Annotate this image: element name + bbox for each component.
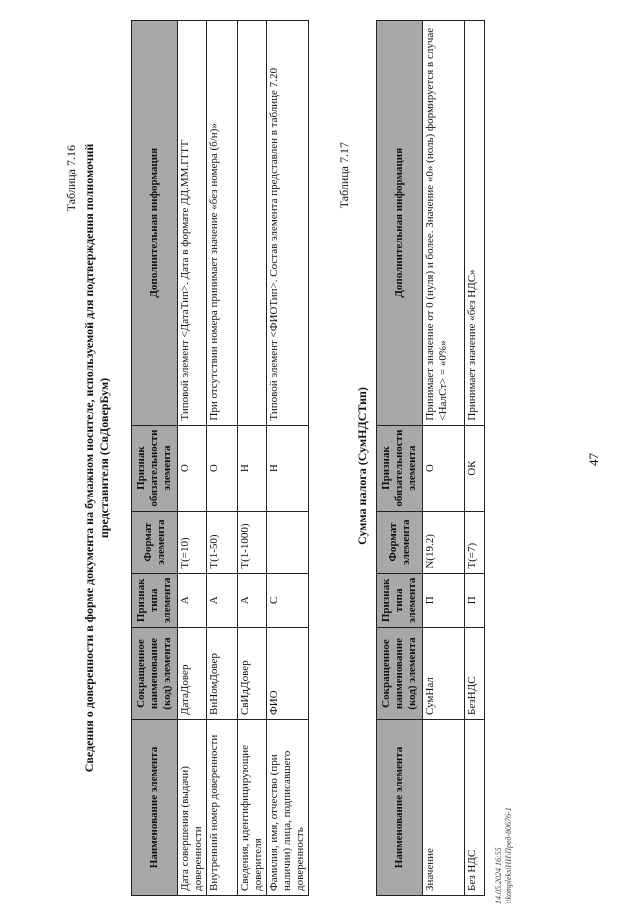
cell-format: T(1-50): [207, 511, 238, 573]
table-caption-1: Таблица 7.16: [64, 145, 78, 212]
cell-type: А: [238, 573, 267, 627]
cell-req: Н: [267, 425, 309, 511]
cell-name: Без НДС: [465, 720, 485, 896]
table-title-2: Сумма налога (СумНДСТип): [355, 387, 369, 545]
table-svdoverbum: [131, 20, 309, 896]
cell-format: T(1-1000): [238, 511, 267, 573]
cell-info: [238, 21, 267, 426]
cell-info: Принимает значение от 0 (нуля) и более. Значение «0» (ноль) формируется в случае <НалСт> = «0%»: [423, 21, 465, 426]
table-sumndstip: [376, 20, 485, 896]
cell-info: При отсутствии номера принимает значение «без номера (б/н)»: [207, 21, 238, 426]
cell-code: ДатаДовер: [178, 628, 207, 720]
table-caption-2: Таблица 7.17: [337, 142, 351, 209]
cell-req: О: [207, 425, 238, 511]
table-row: [207, 21, 238, 896]
print-stamp: [494, 807, 514, 904]
cell-name: Сведения, идентифицирующие доверителя: [238, 720, 267, 896]
print-stamp-path: \\kompleks\НИ\Пред-80676-1: [504, 807, 513, 904]
table-header-row: [132, 21, 178, 896]
cell-name: Значение: [423, 720, 465, 896]
cell-req: О: [423, 425, 465, 511]
cell-code: ФИО: [267, 628, 309, 720]
cell-code: СвИдДовер: [238, 628, 267, 720]
cell-format: [267, 511, 309, 573]
header-cell: Формат элемента: [377, 511, 423, 573]
cell-format: N(19.2): [423, 511, 465, 573]
cell-name: Внутренний номер доверенности: [207, 720, 238, 896]
cell-format: T(=7): [465, 511, 485, 573]
cell-code: БезНДС: [465, 628, 485, 720]
cell-req: ОК: [465, 425, 485, 511]
header-cell: Признак обязательности элемента: [377, 425, 423, 511]
cell-code: ВнНомДовер: [207, 628, 238, 720]
table-row: [238, 21, 267, 896]
table-title-1: Сведения о доверенности в форме документа на бумажном носителе, используемой для подтверждения полномочий представителя (СвДоверБум): [82, 143, 111, 773]
cell-format: T(=10): [178, 511, 207, 573]
cell-info: Типовой элемент <ДатаТип>. Дата в формате ДД.ММ.ГГГГ: [178, 21, 207, 426]
table-row: [178, 21, 207, 896]
header-cell: Признак типа элемента: [377, 573, 423, 627]
table-row: [267, 21, 309, 896]
header-cell: Сокращенное наименование (код) элемента: [377, 628, 423, 720]
cell-type: С: [267, 573, 309, 627]
header-cell: Формат элемента: [132, 511, 178, 573]
cell-code: СумНал: [423, 628, 465, 720]
header-cell: Признак типа элемента: [132, 573, 178, 627]
cell-info: Принимает значение «без НДС»: [465, 21, 485, 426]
cell-info: Типовой элемент <ФИОТип>. Состав элемента представлен в таблице 7.20: [267, 21, 309, 426]
cell-req: Н: [238, 425, 267, 511]
header-cell: Наименование элемента: [377, 720, 423, 896]
page-number: 47: [586, 453, 601, 466]
header-cell: Признак обязательности элемента: [132, 425, 178, 511]
table-header-row: [377, 21, 423, 896]
cell-type: А: [178, 573, 207, 627]
header-cell: Наименование элемента: [132, 720, 178, 896]
cell-name: Фамилия, имя, отчество (при наличии) лица, подписавшего доверенность: [267, 720, 309, 896]
cell-type: П: [423, 573, 465, 627]
header-cell: Дополнительная информация: [377, 21, 423, 426]
table-row: [465, 21, 485, 896]
table-row: [423, 21, 465, 896]
header-cell: Сокращенное наименование (код) элемента: [132, 628, 178, 720]
header-cell: Дополнительная информация: [132, 21, 178, 426]
cell-req: О: [178, 425, 207, 511]
print-stamp-date: 14.05.2024 16:55: [494, 847, 503, 904]
cell-type: А: [207, 573, 238, 627]
cell-name: Дата совершения (выдачи) доверенности: [178, 720, 207, 896]
cell-type: П: [465, 573, 485, 627]
